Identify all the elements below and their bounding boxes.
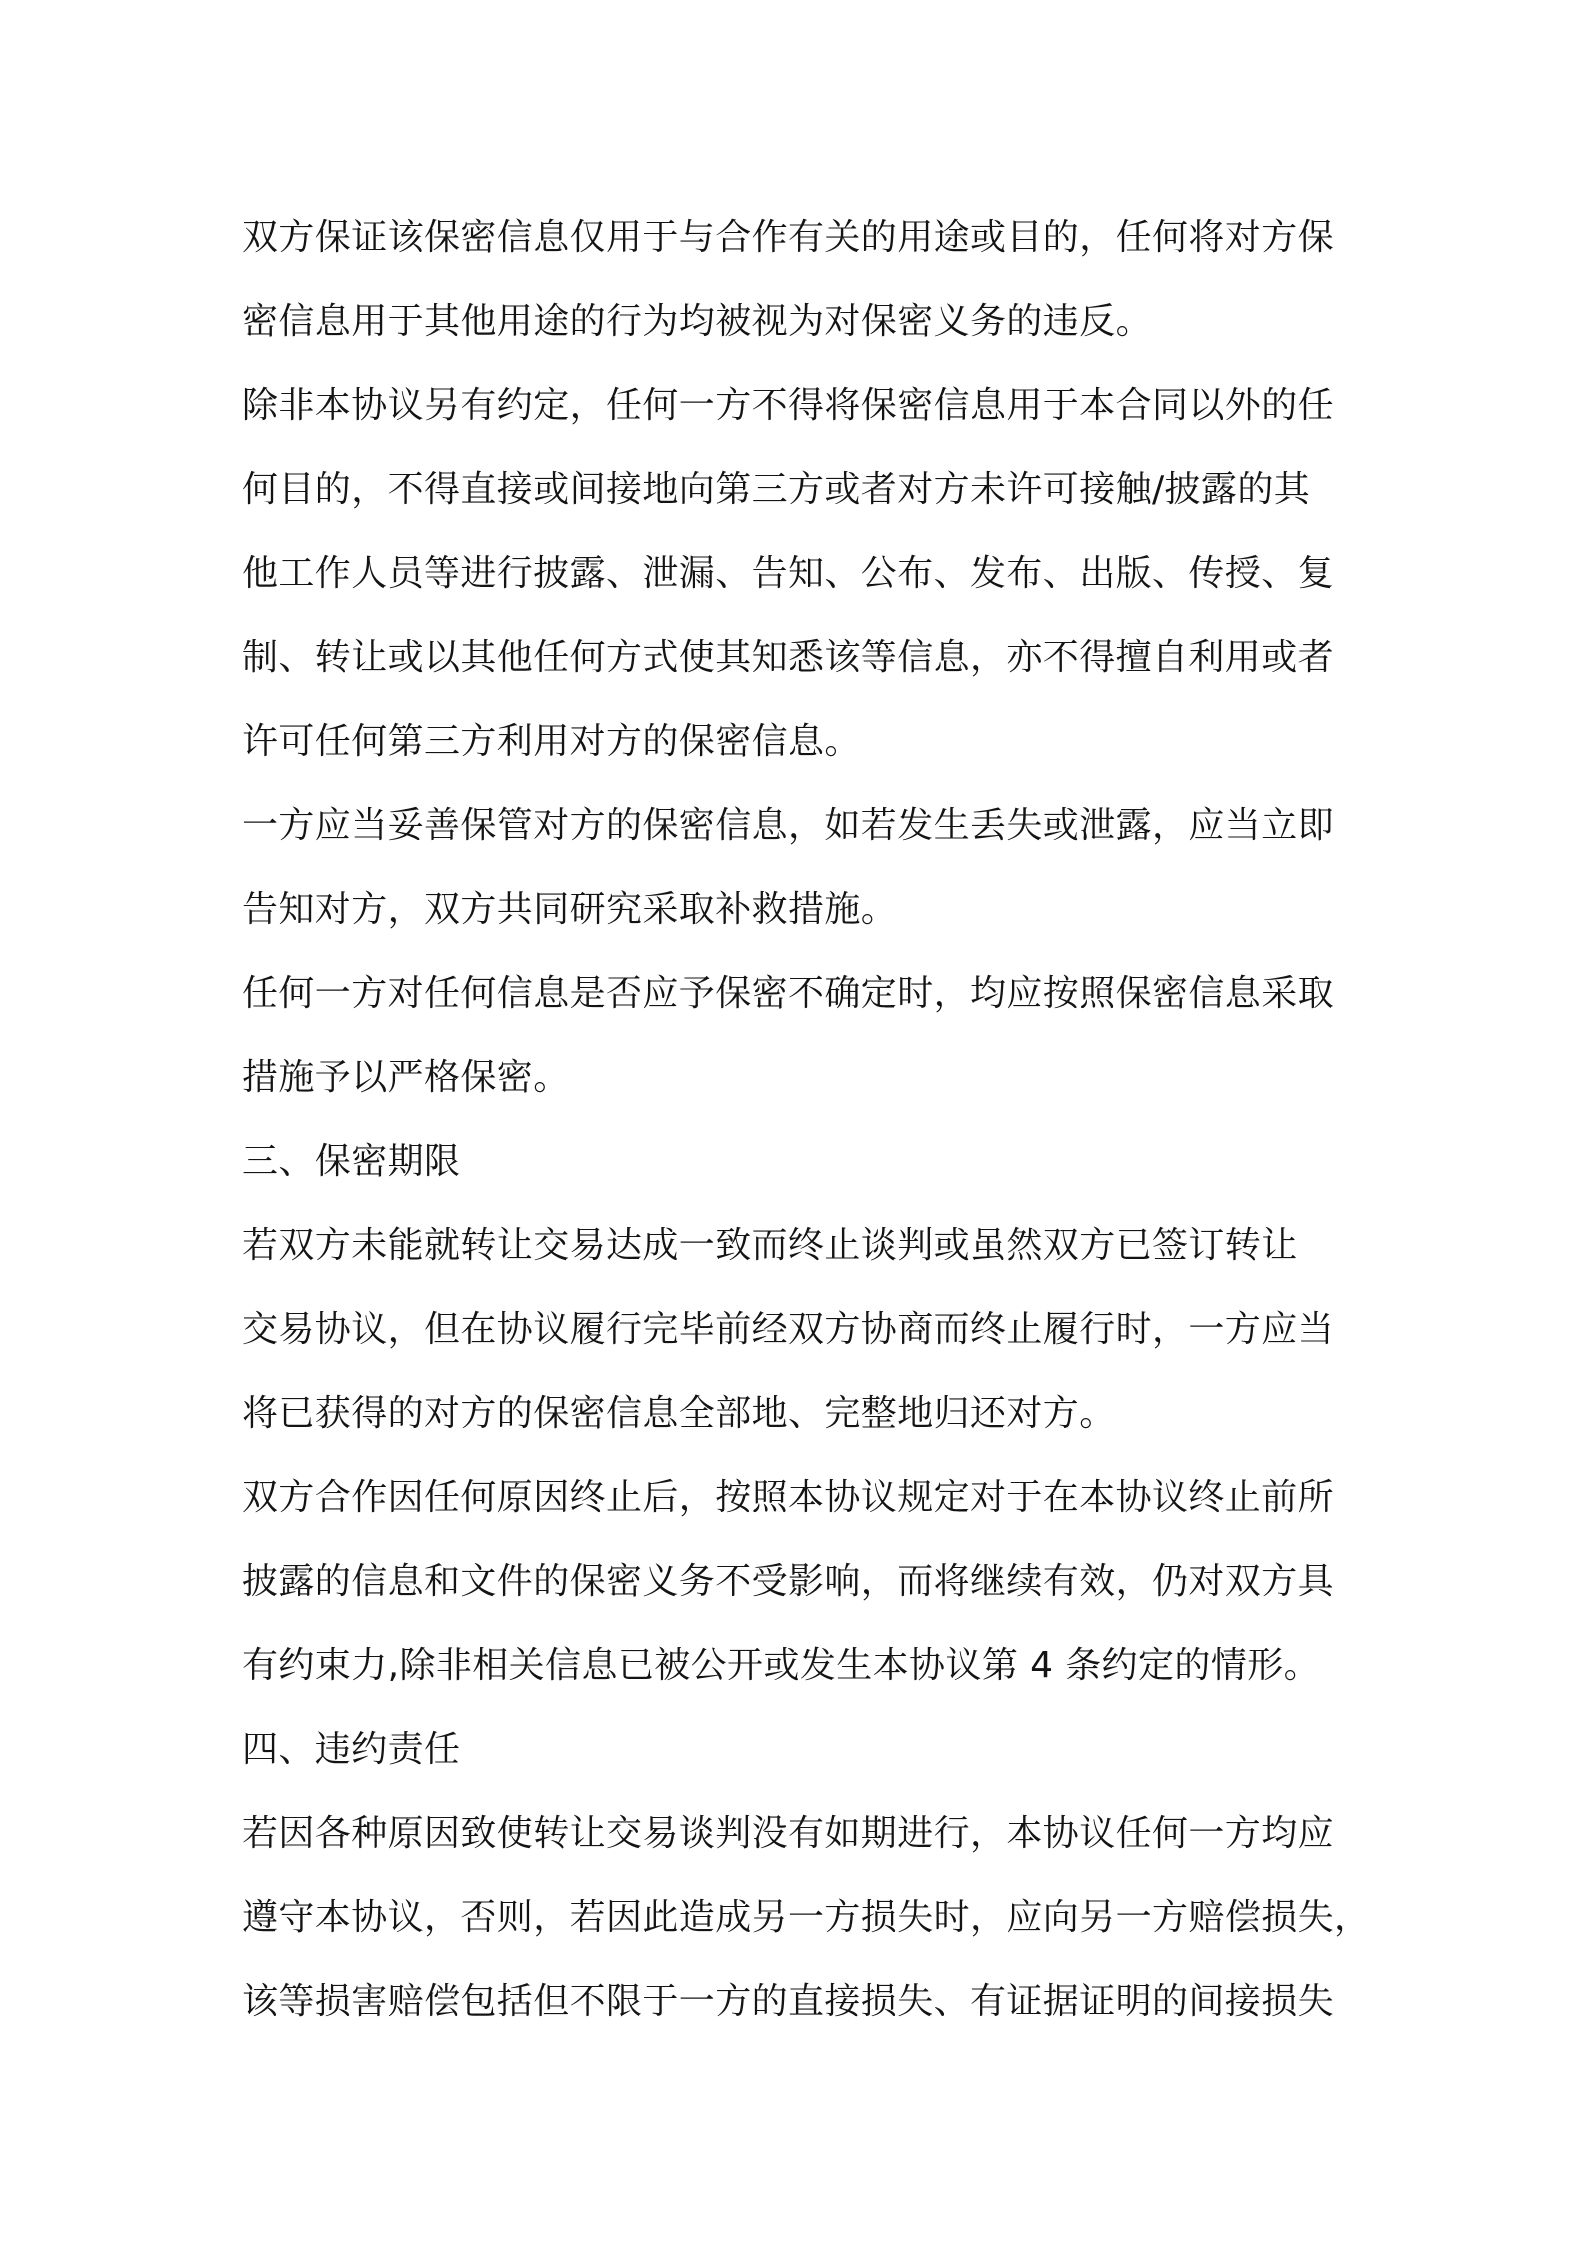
text-line: 披露的信息和文件的保密义务不受影响，而将继续有效，仍对双方具	[242, 1561, 1335, 1602]
section-heading: 四、违约责任	[242, 1729, 461, 1770]
text-line: 任何一方对任何信息是否应予保密不确定时，均应按照保密信息采取	[242, 973, 1335, 1014]
text-line: 他工作人员等进行披露、泄漏、告知、公布、发布、出版、传授、复	[242, 553, 1335, 594]
text-line: 交易协议，但在协议履行完毕前经双方协商而终止履行时，一方应当	[242, 1309, 1335, 1350]
text-line: 该等损害赔偿包括但不限于一方的直接损失、有证据证明的间接损失	[242, 1981, 1335, 2022]
text-line: 告知对方，双方共同研究采取补救措施。	[242, 889, 898, 930]
text-line: 许可任何第三方利用对方的保密信息。	[242, 721, 861, 762]
text-line: 若双方未能就转让交易达成一致而终止谈判或虽然双方已签订转让	[242, 1225, 1298, 1266]
text-line: 双方保证该保密信息仅用于与合作有关的用途或目的，任何将对方保	[242, 217, 1335, 258]
text-line: 措施予以严格保密。	[242, 1057, 570, 1098]
text-line: 制、转让或以其他任何方式使其知悉该等信息，亦不得擅自利用或者	[242, 637, 1335, 678]
text-line: 双方合作因任何原因终止后，按照本协议规定对于在本协议终止前所	[242, 1477, 1335, 1518]
text-line: 遵守本协议，否则，若因此造成另一方损失时，应向另一方赔偿损失，	[242, 1897, 1371, 1938]
text-line: 若因各种原因致使转让交易谈判没有如期进行，本协议任何一方均应	[242, 1813, 1335, 1854]
text-line: 密信息用于其他用途的行为均被视为对保密义务的违反。	[242, 301, 1153, 342]
text-line: 有约束力,除非相关信息已被公开或发生本协议第 4 条约定的情形。	[242, 1645, 1321, 1686]
text-line: 一方应当妥善保管对方的保密信息，如若发生丢失或泄露，应当立即	[242, 805, 1335, 846]
section-heading: 三、保密期限	[242, 1141, 461, 1182]
text-line: 将已获得的对方的保密信息全部地、完整地归还对方。	[242, 1393, 1116, 1434]
document-body	[242, 196, 1371, 2044]
text-line: 除非本协议另有约定，任何一方不得将保密信息用于本合同以外的任	[242, 385, 1335, 426]
text-line: 何目的，不得直接或间接地向第三方或者对方未许可接触/披露的其	[242, 469, 1311, 510]
